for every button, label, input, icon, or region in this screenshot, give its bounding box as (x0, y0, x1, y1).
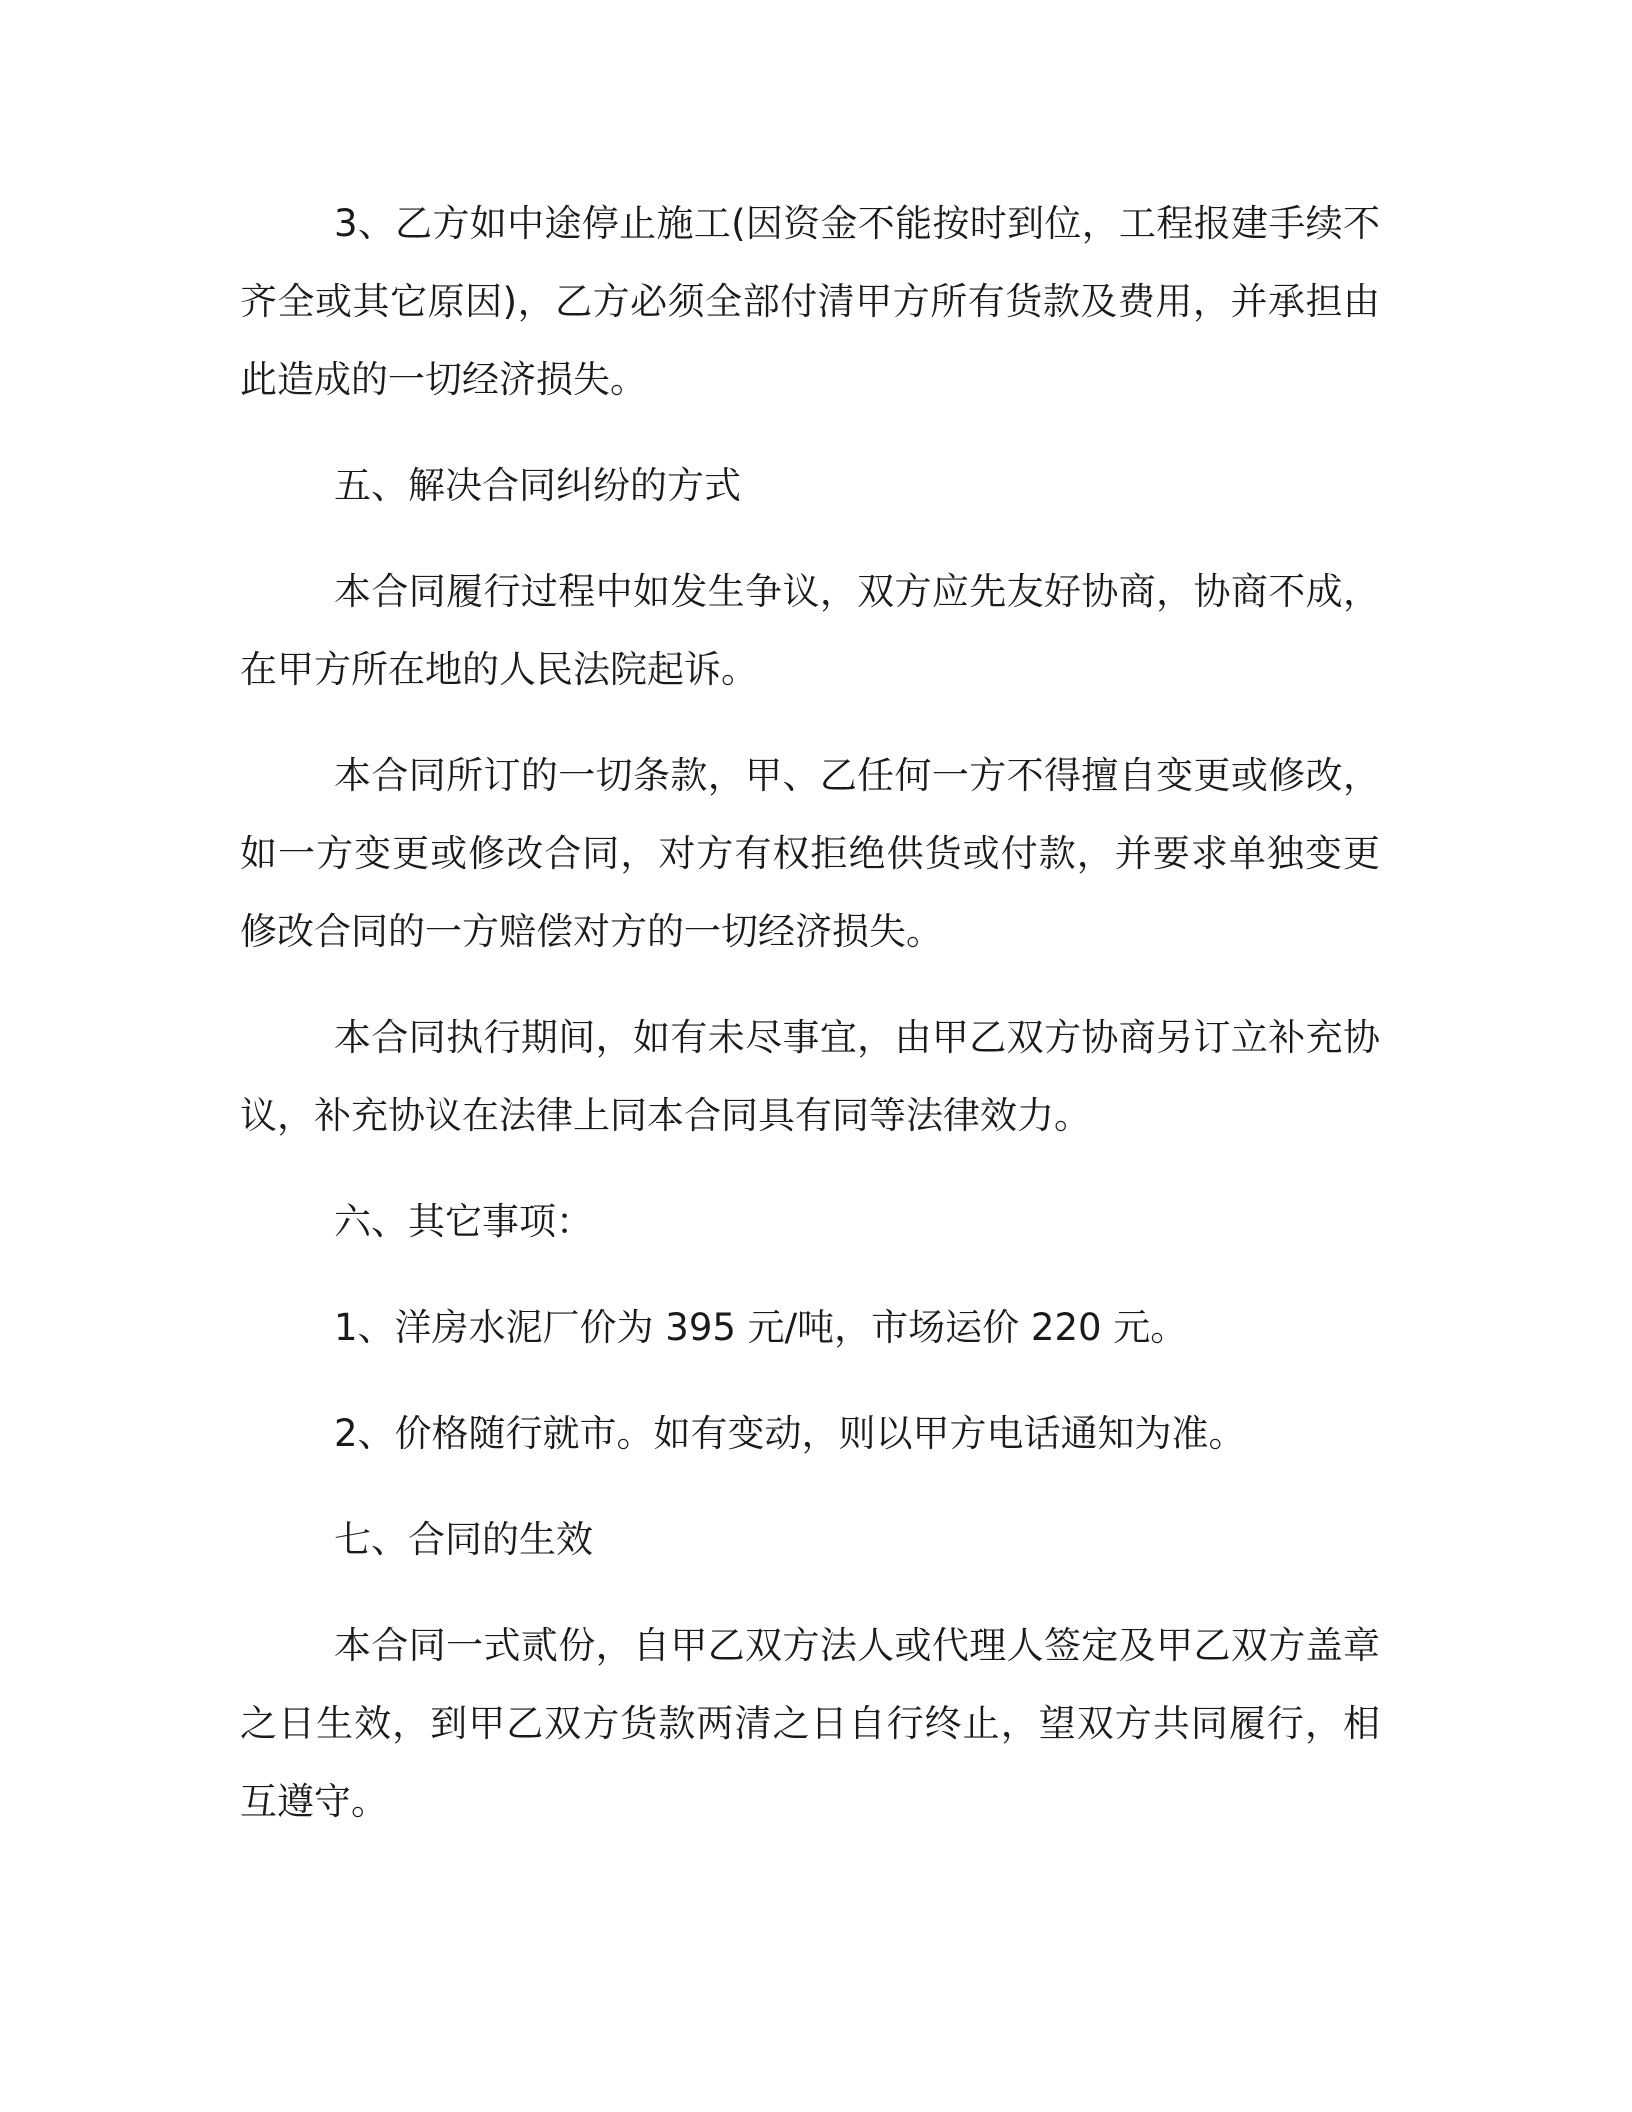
contract-effect-paragraph: 本合同一式贰份，自甲乙双方法人或代理人签定及甲乙双方盖章之日生效，到甲乙双方货款两清之日自行终止，望双方共同履行，相互遵守。 (240, 1624, 1380, 1823)
document-body (240, 185, 1380, 1841)
no-modification-paragraph: 本合同所订的一切条款，甲、乙任何一方不得擅自变更或修改，如一方变更或修改合同，对方有权拒绝供货或付款，并要求单独变更修改合同的一方赔偿对方的一切经济损失。 (240, 754, 1380, 953)
supplementary-agreement-paragraph: 本合同执行期间，如有未尽事宜，由甲乙双方协商另订立补充协议，补充协议在法律上同本合同具有同等法律效力。 (240, 1016, 1380, 1137)
section-7-heading: 七、合同的生效 (334, 1518, 593, 1561)
item-1-price: 1、洋房水泥厂价为 395 元/吨，市场运价 220 元。 (334, 1306, 1188, 1349)
section-5-heading: 五、解决合同纠纷的方式 (334, 464, 741, 507)
item-2-price-change: 2、价格随行就市。如有变动，则以甲方电话通知为准。 (334, 1412, 1246, 1455)
dispute-resolution-paragraph: 本合同履行过程中如发生争议，双方应先友好协商，协商不成，在甲方所在地的人民法院起诉。 (240, 570, 1380, 691)
clause-3-stop-construction: 3、乙方如中途停止施工(因资金不能按时到位，工程报建手续不齐全或其它原因)，乙方必须全部付清甲方所有货款及费用，并承担由此造成的一切经济损失。 (240, 202, 1380, 401)
section-6-heading: 六、其它事项： (334, 1200, 593, 1243)
